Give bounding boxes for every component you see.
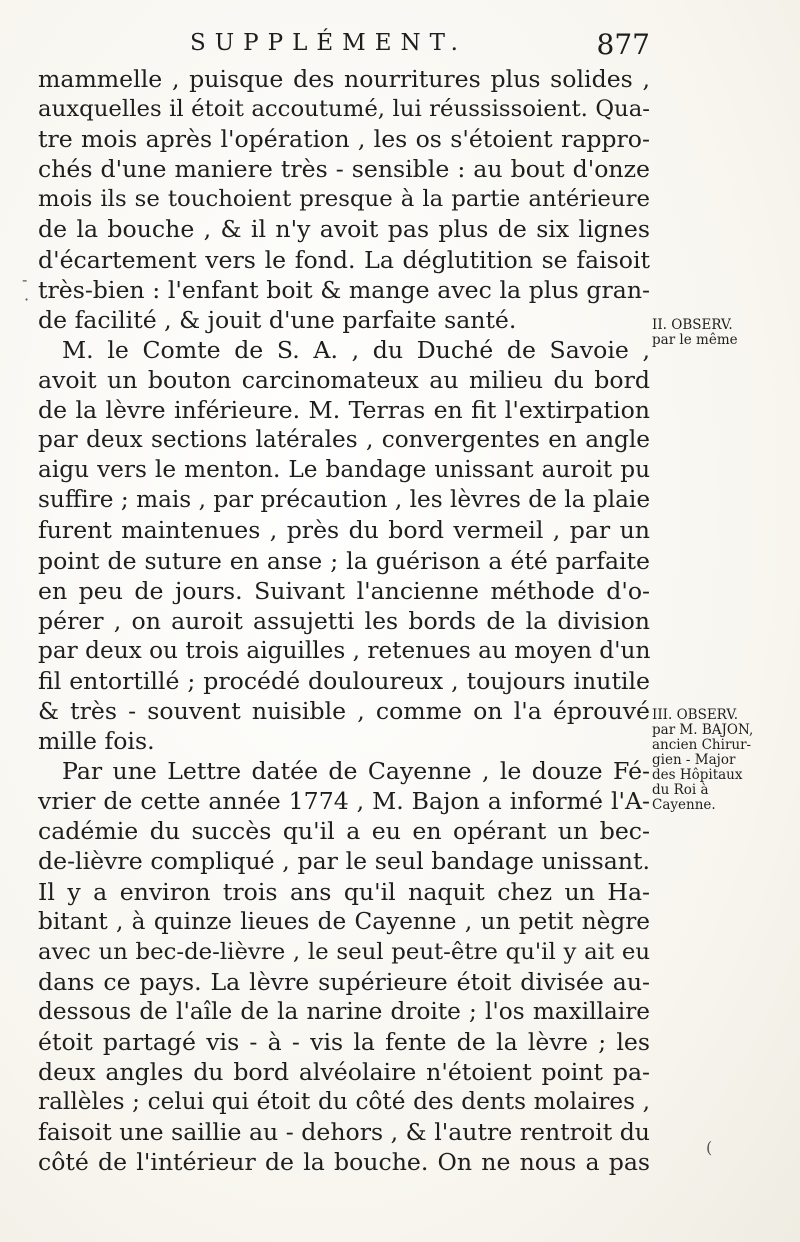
text-line: par deux ou trois aiguilles , retenues au moyen d'un bbox=[38, 636, 651, 664]
text-line: point de suture en anse ; la guérison a été parfaite bbox=[38, 546, 650, 575]
note-line: III. OBSERV. bbox=[652, 707, 739, 723]
text-line: de la bouche , & il n'y avoit pas plus de six lignes bbox=[38, 215, 650, 244]
note-line: du Roi à bbox=[652, 782, 709, 798]
text-line: tre mois après l'opération , les os s'étoient rappro- bbox=[38, 125, 650, 154]
text-line: rallèles ; celui qui étoit du côté des dents molaires , bbox=[38, 1088, 650, 1116]
text-line: furent maintenues , près du bord vermeil , par un bbox=[38, 516, 650, 545]
text-line: pérer , on auroit assujetti les bords de la division bbox=[38, 606, 650, 635]
ink-mark: - bbox=[22, 270, 28, 289]
paragraph-start-line: Par une Lettre datée de Cayenne , le douze Fé- bbox=[62, 757, 650, 786]
text-line: & très - souvent nuisible , comme on l'a éprouvé bbox=[38, 696, 650, 725]
text-line: dans ce pays. La lèvre supérieure étoit divisée au- bbox=[38, 967, 650, 996]
text-line: de facilité , & jouit d'une parfaite santé. bbox=[38, 305, 517, 334]
text-line: aigu vers le menton. Le bandage unissant auroit pu bbox=[38, 456, 650, 484]
text-line: chés d'une maniere très - sensible : au bout d'onze bbox=[38, 155, 650, 184]
ink-mark: ( bbox=[706, 1138, 713, 1157]
margin-note-observation-2 bbox=[652, 318, 792, 348]
text-line: bitant , à quinze lieues de Cayenne , un petit nègre bbox=[38, 907, 650, 935]
text-line: étoit partagé vis - à - vis la fente de la lèvre ; les bbox=[38, 1028, 650, 1056]
note-line: par le même bbox=[652, 332, 738, 348]
margin-note-observation-3 bbox=[652, 708, 792, 813]
running-header bbox=[180, 28, 650, 64]
text-line: par deux sections latérales , convergentes en angle bbox=[38, 426, 650, 454]
text-line: fil entortillé ; procédé douloureux , toujours inutile bbox=[38, 666, 650, 695]
text-line: auxquelles il étoit accoutumé, lui réussissoient. Qua- bbox=[38, 96, 650, 123]
page-number: 877 bbox=[596, 28, 650, 61]
text-line: deux angles du bord alvéolaire n'étoient point pa- bbox=[38, 1058, 650, 1087]
text-line: avoit un bouton carcinomateux au milieu du bord bbox=[38, 365, 650, 394]
note-line: II. OBSERV. bbox=[652, 317, 733, 333]
note-line: Cayenne. bbox=[652, 797, 716, 813]
text-line: avec un bec-de-lièvre , le seul peut-être qu'il y ait eu bbox=[38, 938, 650, 965]
text-line: en peu de jours. Suivant l'ancienne méthode d'o- bbox=[38, 576, 650, 605]
text-line: côté de l'intérieur de la bouche. On ne nous a pas bbox=[38, 1148, 650, 1177]
text-line: de la lèvre inférieure. M. Terras en fit l'extirpation bbox=[38, 396, 650, 425]
text-line: Il y a environ trois ans qu'il naquit chez un Ha- bbox=[38, 877, 650, 906]
note-line: gien - Major bbox=[652, 752, 736, 768]
running-title: SUPPLÉMENT. bbox=[190, 30, 467, 56]
main-text bbox=[38, 64, 650, 1177]
text-line: suffire ; mais , par précaution , les lèvres de la plaie bbox=[38, 486, 651, 514]
text-line: de-lièvre compliqué , par le seul bandage unissant. bbox=[38, 847, 650, 876]
note-line: ancien Chirur- bbox=[652, 737, 752, 753]
text-line: mois ils se touchoient presque à la partie antérieure bbox=[38, 186, 650, 213]
text-line: faisoit une saillie au - dehors , & l'autre rentroit du bbox=[38, 1118, 650, 1147]
text-line: mille fois. bbox=[38, 727, 155, 756]
paragraph-start-line: M. le Comte de S. A. , du Duché de Savoie , bbox=[62, 335, 650, 364]
ink-mark: · bbox=[24, 290, 30, 309]
text-line: vrier de cette année 1774 , M. Bajon a informé l'A- bbox=[38, 787, 650, 816]
text-line: très-bien : l'enfant boit & mange avec la plus gran- bbox=[38, 275, 650, 304]
text-line: mammelle , puisque des nourritures plus solides , bbox=[38, 65, 650, 93]
text-line: d'écartement vers le fond. La déglutition se faisoit bbox=[38, 245, 650, 274]
text-line: dessous de l'aîle de la narine droite ; l'os maxillaire bbox=[38, 997, 650, 1025]
text-line: cadémie du succès qu'il a eu en opérant un bec- bbox=[38, 817, 650, 846]
note-line: par M. BAJON, bbox=[652, 722, 754, 738]
note-line: des Hôpitaux bbox=[652, 767, 743, 783]
